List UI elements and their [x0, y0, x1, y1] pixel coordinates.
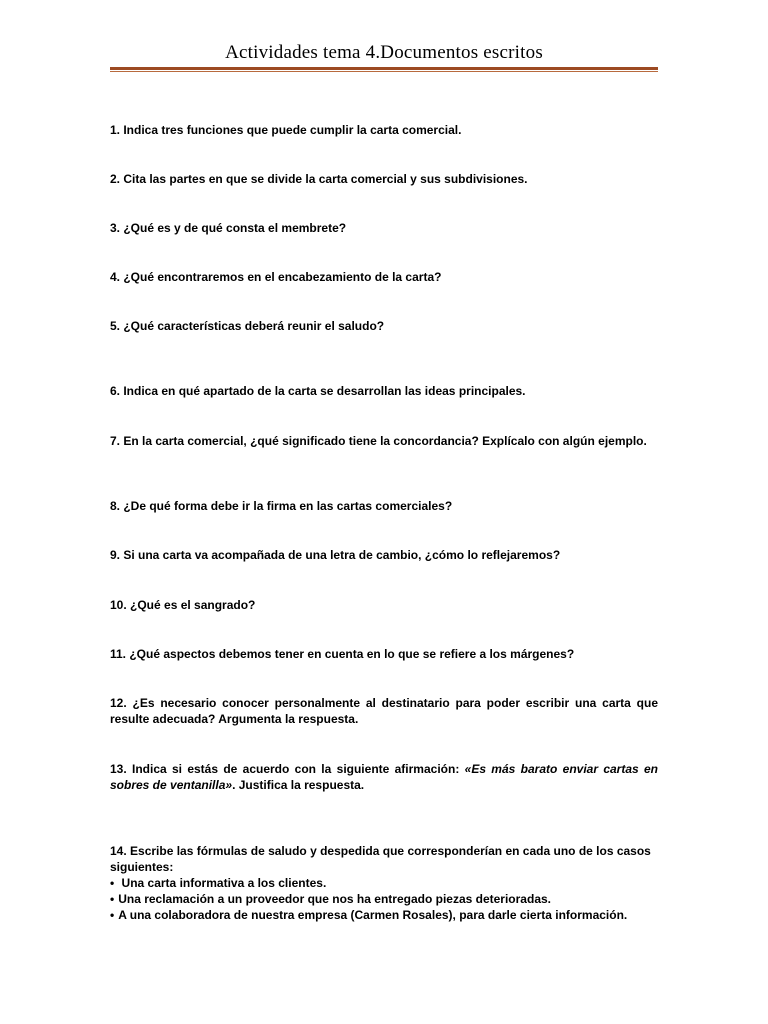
question-10: 10. ¿Qué es el sangrado? [110, 598, 256, 612]
question-13 [110, 761, 658, 793]
question-4: 4. ¿Qué encontraremos en el encabezamiento de la carta? [110, 270, 442, 284]
question-11: 11. ¿Qué aspectos debemos tener en cuenta en lo que se refiere a los márgenes? [110, 647, 575, 661]
question-5: 5. ¿Qué características deberá reunir el saludo? [110, 319, 385, 333]
page-title: Actividades tema 4.Documentos escritos [225, 42, 543, 63]
question-13-text: 13. Indica si estás de acuerdo con la siguiente afirmación: [110, 762, 465, 776]
question-1: 1. Indica tres funciones que puede cumplir la carta comercial. [110, 123, 462, 137]
list-item [110, 875, 658, 891]
list-item [110, 891, 658, 907]
question-14 [110, 843, 658, 923]
bullet-icon: • [110, 892, 115, 906]
list-item-text: Una carta informativa a los clientes. [118, 876, 327, 890]
question-14-list [110, 875, 658, 923]
list-item-text: Una reclamación a un proveedor que nos ha entregado piezas deterioradas. [118, 892, 551, 906]
list-item-text: A una colaboradora de nuestra empresa (Carmen Rosales), para darle cierta información. [118, 908, 628, 922]
list-item [110, 907, 658, 923]
title-divider [110, 67, 658, 70]
bullet-icon: • [110, 908, 115, 922]
title-divider-thin [110, 71, 658, 72]
question-8: 8. ¿De qué forma debe ir la firma en las cartas comerciales? [110, 499, 453, 513]
bullet-icon: • [110, 876, 115, 890]
question-7: 7. En la carta comercial, ¿qué significado tiene la concordancia? Explícalo con algún ejemplo. [110, 434, 647, 448]
question-6: 6. Indica en qué apartado de la carta se desarrollan las ideas principales. [110, 384, 526, 398]
question-13-tail: . Justifica la respuesta. [232, 778, 365, 792]
question-2: 2. Cita las partes en que se divide la carta comercial y sus subdivisiones. [110, 172, 528, 186]
question-3: 3. ¿Qué es y de qué consta el membrete? [110, 221, 347, 235]
question-14-text: 14. Escribe las fórmulas de saludo y despedida que corresponderían en cada uno de los casos siguientes: [110, 844, 651, 874]
question-13-quote: «Es más barato enviar cartas en sobres de ventanilla» [110, 762, 659, 792]
question-9: 9. Si una carta va acompañada de una letra de cambio, ¿cómo lo reflejaremos? [110, 548, 561, 562]
question-12: 12. ¿Es necesario conocer personalmente al destinatario para poder escribir una carta que resulte adecuada? Argumenta la respuesta. [110, 696, 658, 726]
